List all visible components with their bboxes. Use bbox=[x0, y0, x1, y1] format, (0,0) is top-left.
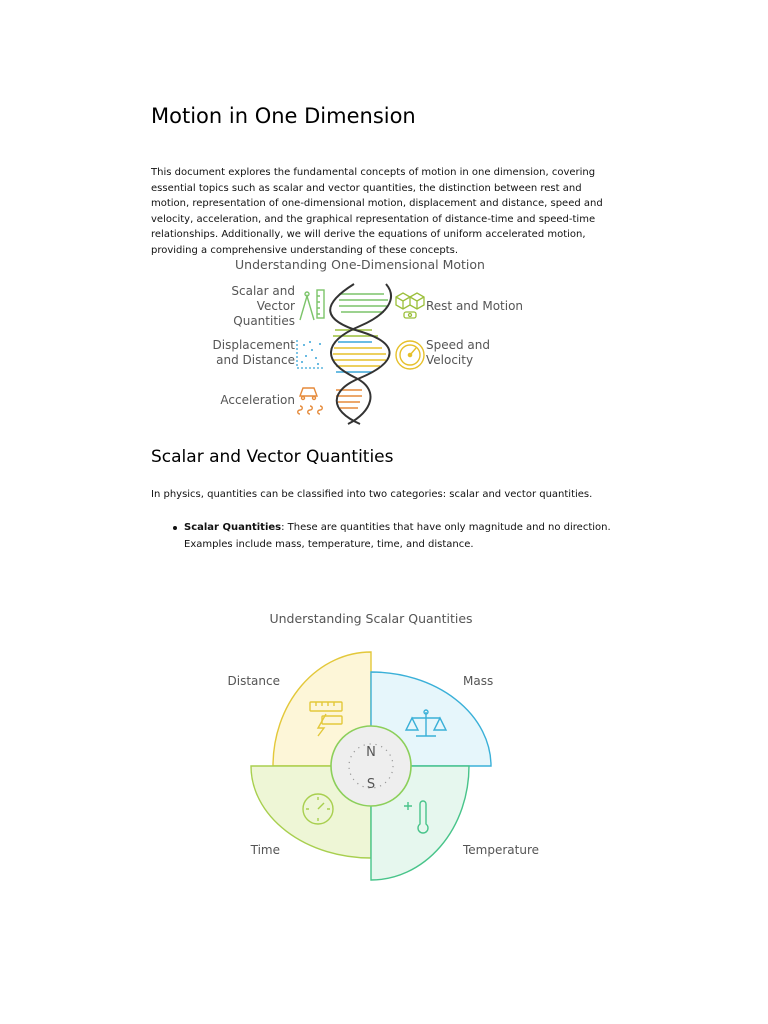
label-mass: Mass bbox=[463, 674, 494, 688]
section-paragraph: In physics, quantities can be classified into two categories: scalar and vector quantities. bbox=[151, 489, 593, 500]
motion-diagram-title: Understanding One-Dimensional Motion bbox=[235, 257, 485, 272]
bullet-label: Scalar Quantities bbox=[184, 522, 282, 533]
label-distance: Distance bbox=[227, 674, 280, 688]
section-heading-scalar-vector: Scalar and Vector Quantities bbox=[151, 447, 394, 467]
scatter-plot-icon bbox=[297, 340, 323, 368]
speedometer-icon bbox=[396, 341, 424, 369]
label-temperature: Temperature bbox=[463, 843, 540, 857]
cubes-icon bbox=[396, 293, 424, 318]
label-displacement-2: and Distance bbox=[216, 353, 295, 367]
bullet-scalar-quantities bbox=[184, 519, 614, 553]
scalar-diagram-title: Understanding Scalar Quantities bbox=[269, 611, 473, 626]
label-time: Time bbox=[250, 843, 280, 857]
car-skid-icon bbox=[298, 388, 323, 414]
label-scalar-2: Vector bbox=[256, 299, 295, 313]
label-scalar-1: Scalar and bbox=[231, 284, 295, 298]
label-rest-motion: Rest and Motion bbox=[426, 299, 524, 313]
dna-helix-graphic bbox=[330, 284, 391, 424]
label-scalar-3: Quantities bbox=[233, 314, 295, 328]
bullet-text: : These are quantities that have only magnitude and no direction. Examples include mass, temperature, time, and distance. bbox=[184, 522, 611, 550]
label-speed-1: Speed and bbox=[426, 338, 491, 352]
compass-south: S bbox=[366, 777, 376, 792]
compass-icon bbox=[331, 726, 411, 806]
clock-icon bbox=[303, 794, 333, 824]
compass-north: N bbox=[366, 745, 376, 760]
label-acceleration: Acceleration bbox=[220, 393, 295, 407]
label-displacement-1: Displacement bbox=[212, 338, 295, 352]
page-title: Motion in One Dimension bbox=[151, 104, 416, 128]
compass-ruler-icon bbox=[300, 290, 324, 320]
intro-paragraph: This document explores the fundamental concepts of motion in one dimension, covering essential topics such as scalar and vector quantities, the distinction between rest and motion, representation of one-dimensional motion, displacement and distance, speed and velocity, acceleration, and the graphical representation of distance-time and speed-time relationships. Additionally, we will derive the equations of uniform accelerated motion, providing a comprehensive understanding of these concepts. bbox=[151, 167, 603, 256]
label-speed-2: Velocity bbox=[426, 353, 474, 367]
